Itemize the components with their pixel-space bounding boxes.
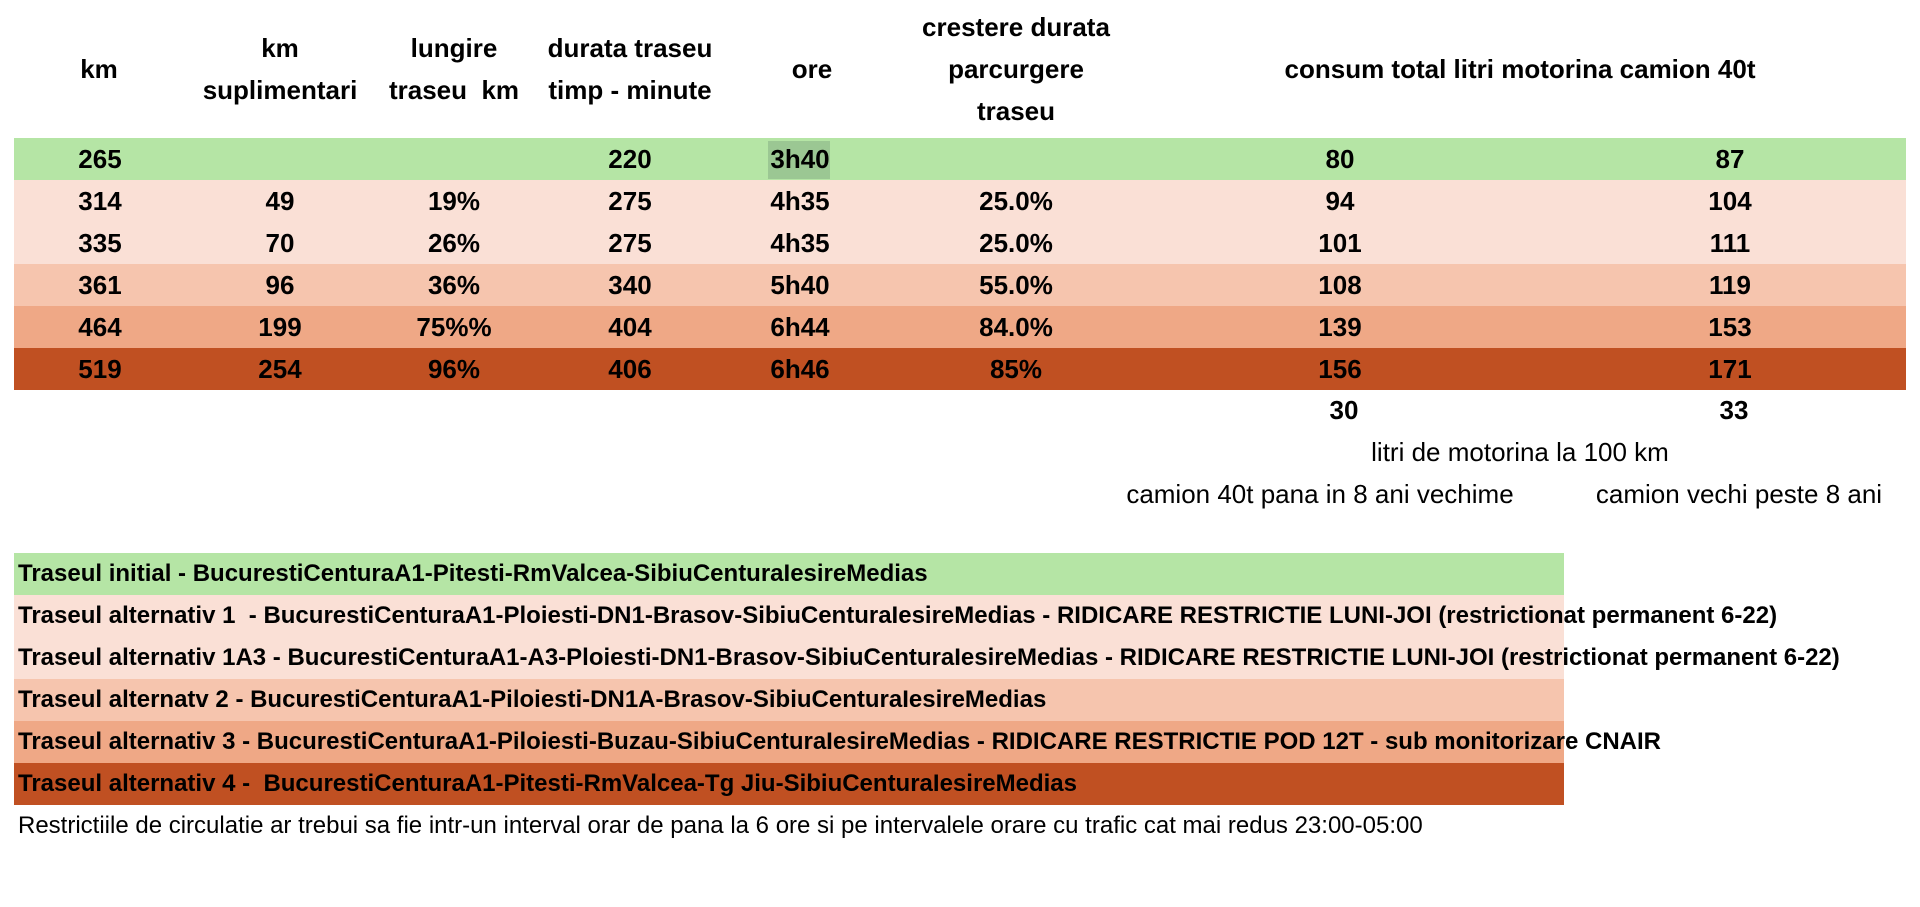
header-km: km	[80, 54, 118, 84]
cell-consum-new: 94	[1325, 186, 1355, 216]
cell-km-supl: 96	[265, 270, 295, 300]
header-lungire-traseu: lungire traseu km	[388, 33, 520, 105]
cell-consum-old: 119	[1709, 270, 1751, 300]
note-camion-nou: camion 40t pana in 8 ani vechime	[1126, 479, 1514, 509]
cell-consum-old: 111	[1709, 228, 1751, 258]
legend-item: Traseul alternativ 4 - BucurestiCenturaA1-Pitesti-RmValcea-Tg Jiu-SibiuCenturaIesireMedias	[18, 770, 1077, 797]
legend-item: Traseul alternativ 1A3 - BucurestiCenturaA1-A3-Ploiesti-DN1-Brasov-SibiuCenturaIesireMedias - RIDICARE RESTRICTIE LUNI-JOI (restrictionat permanent 6-22)	[18, 644, 1840, 671]
note-camion-vechi: camion vechi peste 8 ani	[1595, 479, 1883, 509]
cell-km: 265	[78, 144, 122, 174]
cell-consum-old: 171	[1708, 354, 1752, 384]
cell-crestere: 85%	[989, 354, 1043, 384]
cell-km-supl	[220, 138, 340, 180]
cell-km: 361	[78, 270, 122, 300]
cell-crestere: 25.0%	[979, 186, 1053, 216]
header-crestere-durata: crestere durata parcurgere traseu	[922, 12, 1110, 126]
cell-ore: 3h40	[770, 144, 830, 174]
cell-lungire: 19%	[427, 186, 481, 216]
note-litri-100km: litri de motorina la 100 km	[1371, 437, 1669, 467]
cell-km-supl: 70	[265, 228, 295, 258]
cell-crestere: 55.0%	[979, 270, 1053, 300]
table-row	[14, 138, 1906, 180]
cell-ore: 4h35	[770, 228, 830, 258]
footer-note: Restrictiile de circulatie ar trebui sa fie intr-un interval orar de pana la 6 ore si pe intervalele orare cu trafic cat mai redus 23:00-05:00	[18, 812, 1423, 839]
cell-durata: 340	[608, 270, 652, 300]
legend-item: Traseul initial - BucurestiCenturaA1-Pitesti-RmValcea-SibiuCenturaIesireMedias	[18, 560, 928, 587]
cell-consum-old: 153	[1708, 312, 1752, 342]
cell-consum-new: 80	[1325, 144, 1355, 174]
legend-item: Traseul alternativ 3 - BucurestiCenturaA1-Piloiesti-Buzau-SibiuCenturaIesireMedias - RIDICARE RESTRICTIE POD 12T - sub monitorizare CNAIR	[18, 728, 1661, 755]
cell-durata: 406	[608, 354, 652, 384]
per100-new: 30	[1329, 395, 1359, 425]
cell-km-supl: 49	[265, 186, 295, 216]
cell-lungire: 36%	[427, 270, 481, 300]
cell-consum-new: 139	[1318, 312, 1362, 342]
cell-crestere: 25.0%	[979, 228, 1053, 258]
cell-lungire	[394, 138, 514, 180]
cell-crestere	[956, 138, 1076, 180]
header-ore: ore	[791, 54, 833, 84]
table-row	[14, 306, 1906, 348]
cell-ore: 4h35	[770, 186, 830, 216]
table-row	[14, 180, 1906, 222]
table-row	[14, 222, 1906, 264]
legend-item: Traseul alternativ 1 - BucurestiCenturaA1-Ploiesti-DN1-Brasov-SibiuCenturaIesireMedias - RIDICARE RESTRICTIE LUNI-JOI (restrictionat permanent 6-22)	[18, 602, 1778, 629]
cell-consum-new: 156	[1318, 354, 1362, 384]
cell-ore: 5h40	[770, 270, 830, 300]
cell-km: 335	[78, 228, 122, 258]
header-durata-traseu: durata traseu timp - minute	[547, 33, 713, 105]
cell-lungire: 75%%	[416, 312, 492, 342]
table-row	[14, 348, 1906, 390]
cell-durata: 275	[608, 228, 652, 258]
cell-consum-old: 87	[1715, 144, 1745, 174]
cell-km: 464	[78, 312, 122, 342]
table-row	[14, 264, 1906, 306]
cell-ore: 6h46	[770, 354, 830, 384]
header-consum-total: consum total litri motorina camion 40t	[1284, 54, 1756, 84]
legend-item: Traseul alternatv 2 - BucurestiCenturaA1-Piloiesti-DN1A-Brasov-SibiuCenturaIesireMedias	[18, 686, 1047, 713]
per100-old: 33	[1719, 395, 1749, 425]
cell-durata: 220	[608, 144, 652, 174]
cell-lungire: 26%	[427, 228, 481, 258]
cell-km: 314	[78, 186, 122, 216]
cell-durata: 275	[608, 186, 652, 216]
cell-km-supl: 254	[258, 354, 302, 384]
cell-km: 519	[78, 354, 122, 384]
header-km-suplimentari: km suplimentari	[202, 33, 358, 105]
cell-crestere: 84.0%	[979, 312, 1053, 342]
cell-durata: 404	[608, 312, 652, 342]
cell-km-supl: 199	[258, 312, 302, 342]
cell-consum-new: 108	[1318, 270, 1362, 300]
cell-consum-new: 101	[1318, 228, 1362, 258]
cell-ore: 6h44	[770, 312, 830, 342]
cell-consum-old: 104	[1708, 186, 1752, 216]
cell-lungire: 96%	[427, 354, 481, 384]
